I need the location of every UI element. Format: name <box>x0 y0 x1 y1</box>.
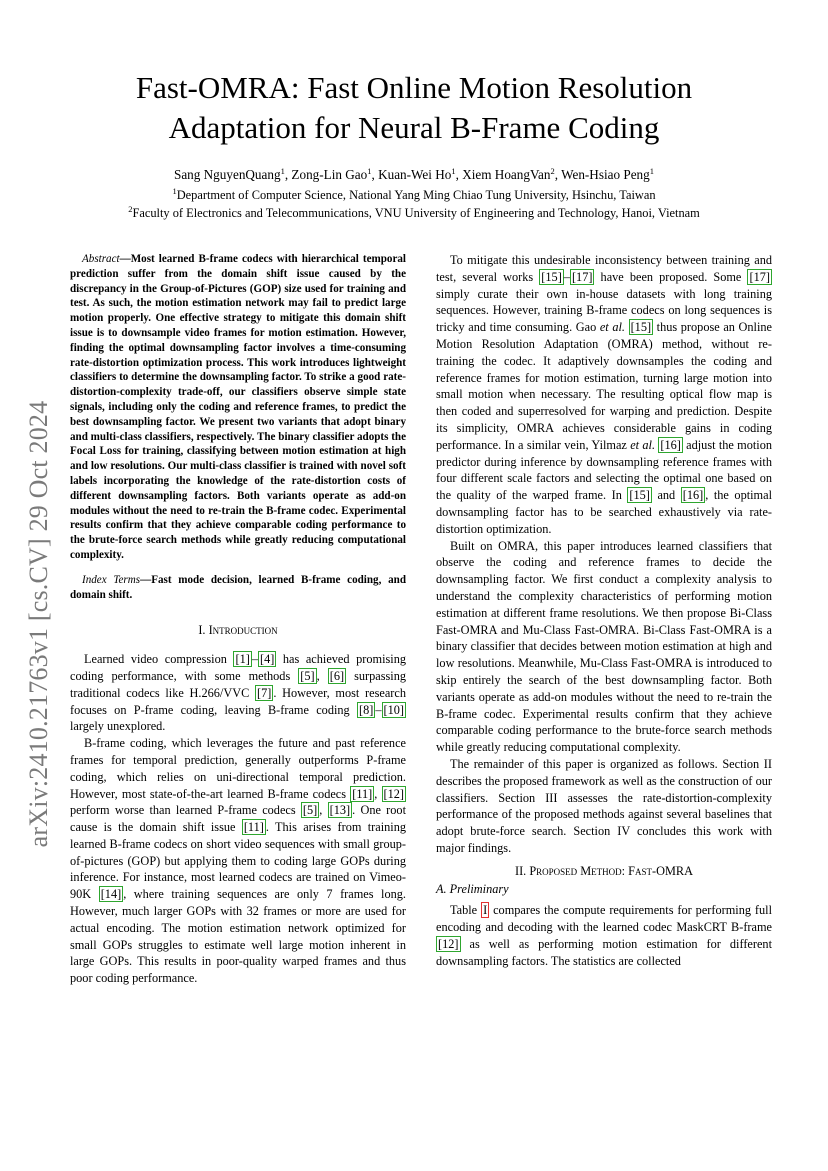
citation-link[interactable]: [11] <box>352 786 373 801</box>
right-column <box>436 252 772 969</box>
section-heading-introduction: I. Introduction <box>198 623 278 638</box>
abstract-label: Abstract <box>82 253 120 265</box>
author-affiliation-marker: 1 <box>280 166 285 176</box>
citation-link[interactable]: [4] <box>259 652 275 667</box>
author-name: Kuan-Wei Ho <box>378 167 452 182</box>
index-terms-text: —Fast mode decision, learned B-frame coding, and domain shift. <box>70 573 406 601</box>
affiliation-1-marker: 1 <box>172 186 177 196</box>
citation-link[interactable]: [6] <box>329 668 345 683</box>
index-terms <box>70 573 406 603</box>
citation-link[interactable]: [15] <box>541 269 562 284</box>
citation-link[interactable]: [1] <box>235 652 250 667</box>
citation-link[interactable]: [10] <box>383 702 404 717</box>
affiliation-1-text: Department of Computer Science, National Yang Ming Chiao Tung University, Hsinchu, Taiwan <box>176 188 656 202</box>
author-name: Sang NguyenQuang <box>173 167 281 182</box>
italic-text: et al. <box>599 320 625 335</box>
citation-link[interactable]: [15] <box>629 488 650 503</box>
citation-link[interactable]: [12] <box>383 786 405 801</box>
abstract <box>70 252 406 563</box>
intro-paragraph-3: To mitigate this undesirable inconsistency between training and test, several works [15] – [17] have been proposed. Some [17] simply curate their own in-house datasets with long training sequences. However, training B-frame codecs on long sequences is tricky and time consuming. Gao et al. [15] thus propose an Online Motion Resolution Adaptation (OMRA) method, without re-training the codec. It adaptively downsamples the coding and reference frames for motion estimation, turning large motion into small motion when necessary. The resulting optical flow map is then coded and superresolved for warping and prediction. Despite its simplicity, OMRA achieves considerable gains in coding performance. In a similar vein, Yilmaz et al. [16] adjust the motion predictor during inference by downsampling reference frames with four different scale factors and selecting the optimal one based on the quality of the warped frame. In [15] and [16] , the optimal downsampling factor has to be searched exhaustively via rate-distortion optimization. <box>436 253 773 536</box>
paper-title <box>60 68 768 148</box>
author-name: Wen-Hsiao Peng <box>561 167 650 182</box>
table-reference-link[interactable]: I <box>483 903 488 918</box>
title-line-2: Adaptation for Neural B-Frame Coding <box>168 110 660 145</box>
author-affiliation-marker: 2 <box>550 166 555 176</box>
section-heading-proposed-method: II. Proposed Method: Fast-OMRA <box>514 863 693 878</box>
index-terms-label: Index Terms <box>82 573 141 586</box>
citation-link[interactable]: [13] <box>329 803 351 818</box>
author-affiliation-marker: 1 <box>649 166 654 176</box>
citation-link[interactable]: [15] <box>630 320 652 335</box>
citation-link[interactable]: [11] <box>243 820 264 835</box>
intro-paragraph-1: Learned video compression [1] – [4] has achieved promising coding performance, with some methods [5] , [6] surpassing traditional codecs like H.266/VVC [7] . However, most research focuses on P-frame coding, leaving B-frame coding [8] – [10] largely unexplored. <box>70 652 407 734</box>
citation-link[interactable]: [17] <box>571 269 593 284</box>
affiliation-2-text: Faculty of Electronics and Telecommunications, VNU University of Engineering and Technology, Hanoi, Vietnam <box>132 206 700 220</box>
intro-paragraph-2: B-frame coding, which leverages the future and past reference frames for temporal prediction, generally outperforms P-frame coding, which relies on uni-directional temporal prediction. However, most state-of-the-art learned B-frame codecs [11] , [12] perform worse than learned P-frame codecs [5] , [13] . One root cause is the domain shift issue [11] . This arises from training learned B-frame codecs on short video sequences with small group-of-pictures (GOP) but applying them to coding large GOPs during inference. For instance, most learned codecs are trained on Vimeo-90K [14] , where training sequences are only 7 frames long. However, much larger GOPs with 32 frames or more are used for actual encoding. The motion estimation network optimized for small GOPs struggles to estimate well large motion inherent in large GOPs. This results in poor-quality warped frames and thus poor coding performance. <box>70 736 406 986</box>
author-affiliation-marker: 1 <box>367 166 372 176</box>
citation-link[interactable]: [7] <box>256 685 272 700</box>
abstract-text: —Most learned B-frame codecs with hierarchical temporal prediction suffer from the domain shift issue caused by the discrepancy in the Group-of-Pictures (GOP) size used for training and test. As such, the motion estimation network may fail to predict large motion properly. One effective strategy to mitigate this domain shift issue is to downsample video frames for motion estimation. However, finding the optimal downsampling factor involves a time-consuming rate-distortion optimization process. This work introduces lightweight classifiers to determine the downsampling factor. To strike a good rate-distortion-complexity trade-off, our classifiers observe simple state signals, including only the coding and reference frames, to predict the best downsampling factor. We present two variants that adopt binary and multi-class classifiers, respectively. The binary classifier adopts the Focal Loss for training, classifying between motion estimation at high and low resolutions. Our multi-class classifier is trained with novel soft labels incorporating the knowledge of the rate-distortion costs of different downsampling factors. Both variants operate as add-on modules without the need to re-train the B-frame codec. Experimental results confirm that they achieve comparable coding performance to the brute-force search methods while greatly reducing computational complexity. <box>70 253 406 561</box>
citation-link[interactable]: [5] <box>302 803 318 818</box>
author-affiliation-marker: 1 <box>451 166 456 176</box>
arxiv-sidebar <box>22 364 56 884</box>
author-list: Sang NguyenQuang$^1$, Zong-Lin Gao$^1$, Kuan-Wei Ho$^1$, Xiem HoangVan$^2$, Wen-Hsiao Peng$^1$ <box>173 166 654 182</box>
intro-paragraph-4: Built on OMRA, this paper introduces learned classifiers that observe the coding and reference frames to decide the downsampling factor. We first conduct a complexity analysis to understand the complexity characteristics of performing motion estimation at different frame resolutions. We then propose Bi-Class Fast-OMRA and Mu-Class Fast-OMRA. Bi-Class Fast-OMRA is a binary classifier that decides between motion estimation at high and low resolutions. Meanwhile, Mu-Class Fast-OMRA is introduced to skip entirely the search of the best downsampling factor. Both variants operate as add-on modules without the need to re-train the B-frame codec. Experimental results confirm that they achieve comparable coding performance to the brute-force search methods while greatly reducing computational complexity. <box>436 538 772 755</box>
citation-link[interactable]: [14] <box>100 887 122 902</box>
citation-link[interactable]: [16] <box>660 437 681 452</box>
citation-link[interactable]: [16] <box>682 488 704 503</box>
citation-link[interactable]: [5] <box>300 668 315 683</box>
title-line-1: Fast-OMRA: Fast Online Motion Resolution <box>135 70 693 105</box>
affiliation-2 <box>30 204 798 222</box>
author-name: Zong-Lin Gao <box>291 167 368 182</box>
intro-paragraph-5: The remainder of this paper is organized as follows. Section II describes the proposed framework as well as the construction of our classifiers. Section III assesses the rate-distortion-complexity performance of the proposed methods against several baselines that adopt brute-force search. Section IV concludes this work with major findings. <box>436 756 772 855</box>
preliminary-paragraph-1: Table I compares the compute requirements for performing full encoding and decoding with the learned codec MaskCRT B-frame [12] as well as performing motion estimation for different downsampling factors. The statistics are collected <box>436 903 772 968</box>
subsection-heading-preliminary: A. Preliminary <box>436 882 509 897</box>
left-column <box>70 252 406 987</box>
italic-text: et al. <box>630 437 656 452</box>
affiliation-2-marker: 2 <box>128 204 133 214</box>
arxiv-identifier: arXiv:2410.21763v1 [cs.CV] 29 Oct 2024 <box>24 400 53 848</box>
affiliation-1 <box>30 186 798 204</box>
author-name: Xiem HoangVan <box>462 167 551 182</box>
citation-link[interactable]: [8] <box>359 702 374 717</box>
citation-link[interactable]: [12] <box>438 936 459 951</box>
citation-link[interactable]: [17] <box>749 269 770 284</box>
